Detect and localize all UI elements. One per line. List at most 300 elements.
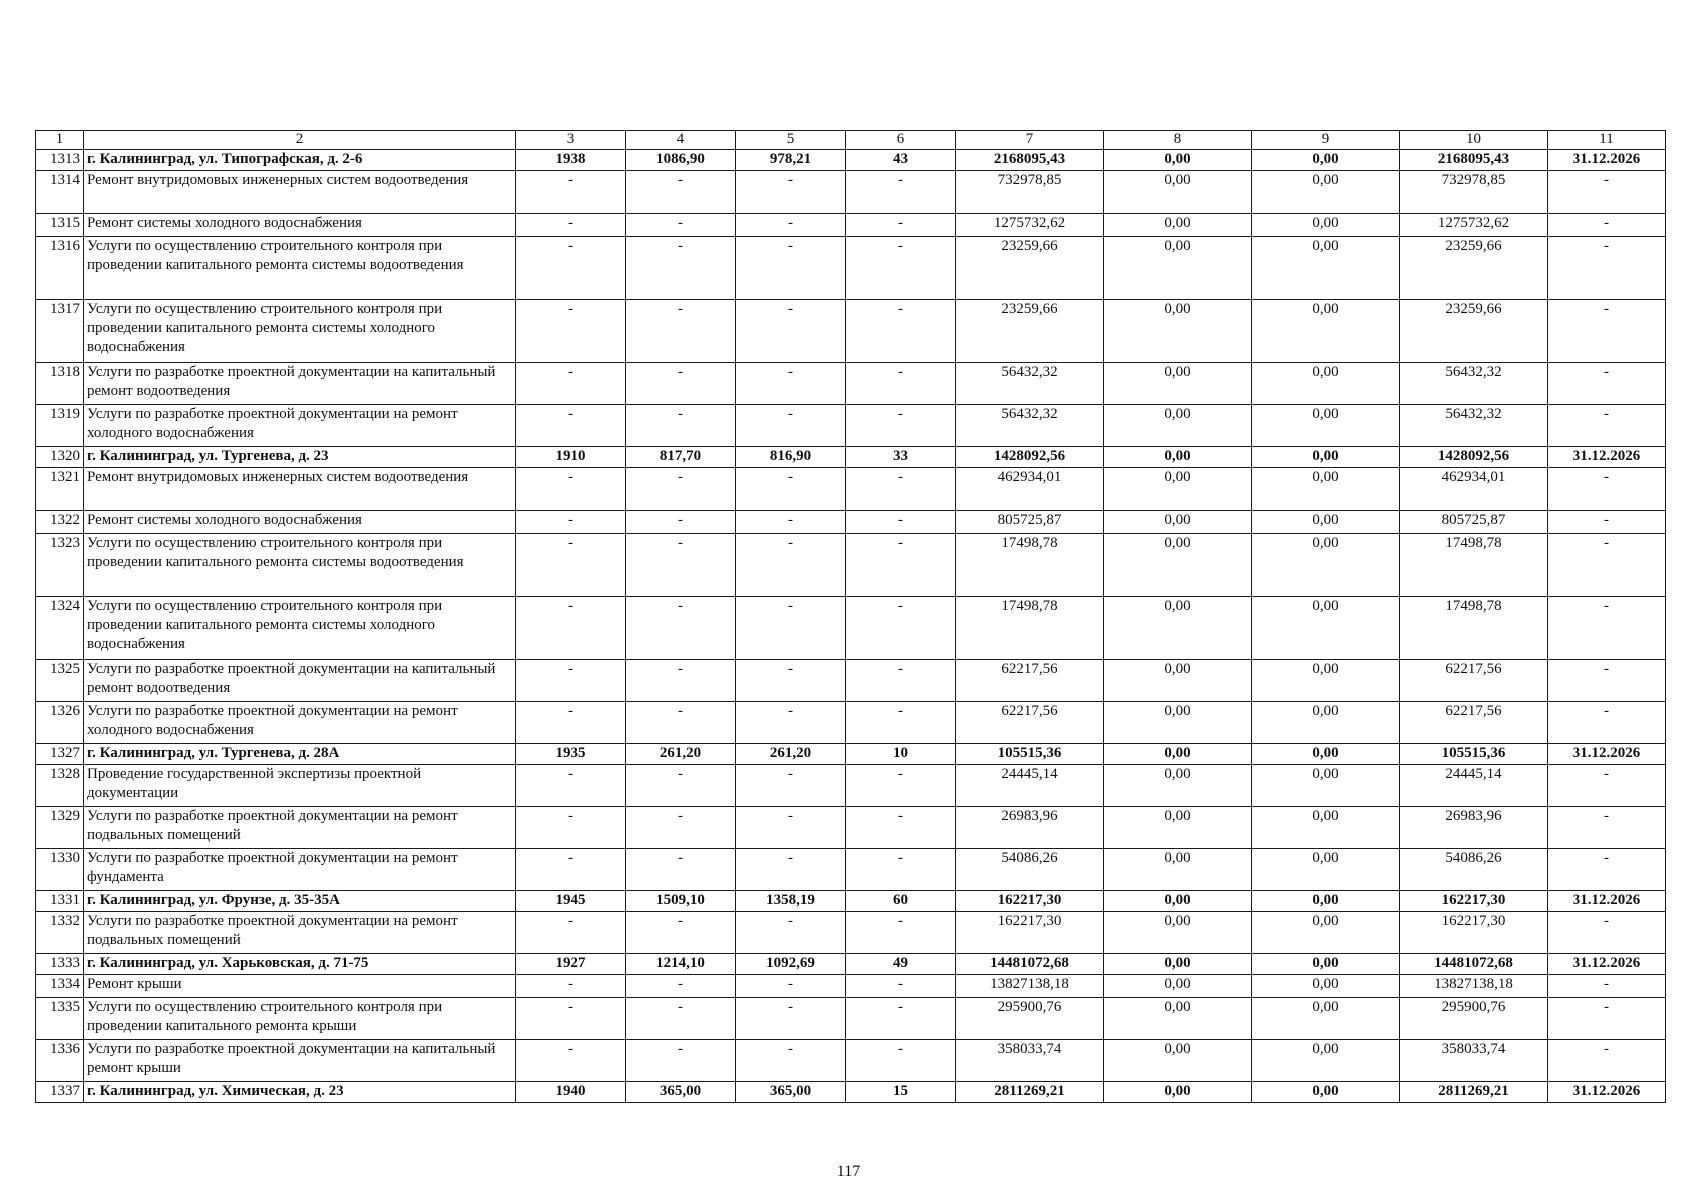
- cell-cost-budget: 0,00: [1252, 660, 1400, 702]
- row-number: 1335: [36, 998, 84, 1040]
- cell-residents: -: [846, 597, 956, 660]
- row-name: Услуги по разработке проектной документации на ремонт фундамента: [84, 849, 516, 891]
- address-row: [36, 744, 1666, 765]
- work-row: [36, 998, 1666, 1040]
- row-name: Услуги по разработке проектной документации на ремонт подвальных помещений: [84, 912, 516, 954]
- cell-cost-fund: 0,00: [1104, 998, 1252, 1040]
- cell-cost-total: 162217,30: [956, 912, 1104, 954]
- cell-area-total: -: [626, 702, 736, 744]
- cell-cost-budget: 0,00: [1252, 171, 1400, 214]
- row-number: 1316: [36, 237, 84, 300]
- row-name: Услуги по осуществлению строительного контроля при проведении капитального ремонта системы холодного водоснабжения: [84, 597, 516, 660]
- cell-cost-budget: 0,00: [1252, 447, 1400, 468]
- cell-residents: 10: [846, 744, 956, 765]
- cell-area-living: 365,00: [736, 1082, 846, 1103]
- cell-cost-owners: 162217,30: [1400, 912, 1548, 954]
- cell-cost-total: 14481072,68: [956, 954, 1104, 975]
- cell-year: -: [516, 468, 626, 511]
- row-name: Услуги по разработке проектной документации на ремонт холодного водоснабжения: [84, 405, 516, 447]
- cell-area-total: -: [626, 363, 736, 405]
- cell-residents: -: [846, 849, 956, 891]
- cell-cost-fund: 0,00: [1104, 405, 1252, 447]
- cell-area-living: -: [736, 405, 846, 447]
- row-number: 1329: [36, 807, 84, 849]
- cell-area-living: -: [736, 975, 846, 998]
- row-number: 1314: [36, 171, 84, 214]
- cell-cost-total: 56432,32: [956, 363, 1104, 405]
- cell-year: -: [516, 998, 626, 1040]
- column-header: 10: [1400, 131, 1548, 150]
- cell-cost-total: 24445,14: [956, 765, 1104, 807]
- cell-cost-owners: 462934,01: [1400, 468, 1548, 511]
- cell-area-living: -: [736, 363, 846, 405]
- cell-cost-budget: 0,00: [1252, 998, 1400, 1040]
- row-name: г. Калининград, ул. Фрунзе, д. 35-35А: [84, 891, 516, 912]
- cell-area-total: 817,70: [626, 447, 736, 468]
- row-number: 1325: [36, 660, 84, 702]
- cell-cost-budget: 0,00: [1252, 363, 1400, 405]
- row-number: 1327: [36, 744, 84, 765]
- cell-deadline: 31.12.2026: [1548, 150, 1666, 171]
- row-number: 1315: [36, 214, 84, 237]
- cell-year: -: [516, 300, 626, 363]
- cell-cost-budget: 0,00: [1252, 214, 1400, 237]
- row-number: 1331: [36, 891, 84, 912]
- column-header: 9: [1252, 131, 1400, 150]
- address-row: [36, 891, 1666, 912]
- row-name: Услуги по разработке проектной документации на капитальный ремонт водоотведения: [84, 660, 516, 702]
- cell-area-living: -: [736, 468, 846, 511]
- cell-deadline: -: [1548, 807, 1666, 849]
- cell-cost-owners: 17498,78: [1400, 534, 1548, 597]
- cell-area-total: -: [626, 807, 736, 849]
- cell-cost-fund: 0,00: [1104, 912, 1252, 954]
- cell-cost-fund: 0,00: [1104, 511, 1252, 534]
- cell-area-total: 261,20: [626, 744, 736, 765]
- cell-cost-fund: 0,00: [1104, 975, 1252, 998]
- row-name: г. Калининград, ул. Тургенева, д. 28А: [84, 744, 516, 765]
- cell-area-living: -: [736, 300, 846, 363]
- cell-deadline: 31.12.2026: [1548, 744, 1666, 765]
- cell-cost-fund: 0,00: [1104, 150, 1252, 171]
- row-number: 1324: [36, 597, 84, 660]
- address-row: [36, 447, 1666, 468]
- cell-cost-fund: 0,00: [1104, 1040, 1252, 1082]
- cell-cost-fund: 0,00: [1104, 300, 1252, 363]
- cell-cost-budget: 0,00: [1252, 891, 1400, 912]
- work-row: [36, 597, 1666, 660]
- cell-year: 1910: [516, 447, 626, 468]
- cell-deadline: -: [1548, 1040, 1666, 1082]
- work-row: [36, 912, 1666, 954]
- row-name: Услуги по осуществлению строительного контроля при проведении капитального ремонта системы водоотведения: [84, 534, 516, 597]
- cell-deadline: -: [1548, 171, 1666, 214]
- cell-deadline: -: [1548, 468, 1666, 511]
- cell-cost-total: 1428092,56: [956, 447, 1104, 468]
- cell-deadline: -: [1548, 511, 1666, 534]
- work-row: [36, 511, 1666, 534]
- work-row: [36, 300, 1666, 363]
- cell-area-total: 1214,10: [626, 954, 736, 975]
- cell-area-living: -: [736, 849, 846, 891]
- capital-repair-table: [35, 130, 1666, 1103]
- cell-residents: -: [846, 237, 956, 300]
- cell-area-total: 1086,90: [626, 150, 736, 171]
- cell-cost-total: 2168095,43: [956, 150, 1104, 171]
- cell-residents: 33: [846, 447, 956, 468]
- cell-deadline: -: [1548, 363, 1666, 405]
- cell-cost-total: 26983,96: [956, 807, 1104, 849]
- cell-year: -: [516, 405, 626, 447]
- cell-cost-total: 462934,01: [956, 468, 1104, 511]
- cell-year: -: [516, 1040, 626, 1082]
- cell-year: -: [516, 597, 626, 660]
- cell-area-total: -: [626, 511, 736, 534]
- row-name: Услуги по разработке проектной документации на капитальный ремонт крыши: [84, 1040, 516, 1082]
- cell-deadline: -: [1548, 660, 1666, 702]
- cell-cost-owners: 805725,87: [1400, 511, 1548, 534]
- cell-cost-total: 62217,56: [956, 702, 1104, 744]
- cell-residents: -: [846, 998, 956, 1040]
- cell-deadline: -: [1548, 702, 1666, 744]
- cell-area-living: -: [736, 765, 846, 807]
- cell-cost-budget: 0,00: [1252, 954, 1400, 975]
- cell-cost-budget: 0,00: [1252, 702, 1400, 744]
- cell-residents: -: [846, 660, 956, 702]
- work-row: [36, 214, 1666, 237]
- cell-year: -: [516, 171, 626, 214]
- cell-deadline: -: [1548, 534, 1666, 597]
- cell-cost-fund: 0,00: [1104, 468, 1252, 511]
- cell-deadline: -: [1548, 912, 1666, 954]
- cell-cost-owners: 62217,56: [1400, 660, 1548, 702]
- cell-area-total: -: [626, 849, 736, 891]
- cell-area-total: -: [626, 214, 736, 237]
- cell-cost-owners: 295900,76: [1400, 998, 1548, 1040]
- cell-cost-total: 295900,76: [956, 998, 1104, 1040]
- cell-cost-total: 17498,78: [956, 534, 1104, 597]
- column-header: 6: [846, 131, 956, 150]
- cell-cost-total: 56432,32: [956, 405, 1104, 447]
- row-number: 1330: [36, 849, 84, 891]
- cell-deadline: 31.12.2026: [1548, 954, 1666, 975]
- cell-cost-total: 358033,74: [956, 1040, 1104, 1082]
- cell-cost-owners: 162217,30: [1400, 891, 1548, 912]
- cell-area-total: -: [626, 912, 736, 954]
- work-row: [36, 1040, 1666, 1082]
- cell-year: -: [516, 975, 626, 998]
- cell-cost-budget: 0,00: [1252, 849, 1400, 891]
- row-number: 1332: [36, 912, 84, 954]
- cell-cost-budget: 0,00: [1252, 150, 1400, 171]
- row-name: г. Калининград, ул. Химическая, д. 23: [84, 1082, 516, 1103]
- cell-year: -: [516, 765, 626, 807]
- row-number: 1318: [36, 363, 84, 405]
- cell-cost-budget: 0,00: [1252, 975, 1400, 998]
- cell-residents: -: [846, 511, 956, 534]
- cell-residents: -: [846, 765, 956, 807]
- cell-area-living: 978,21: [736, 150, 846, 171]
- cell-cost-fund: 0,00: [1104, 214, 1252, 237]
- row-name: Услуги по осуществлению строительного контроля при проведении капитального ремонта крыши: [84, 998, 516, 1040]
- cell-year: -: [516, 849, 626, 891]
- cell-deadline: -: [1548, 300, 1666, 363]
- column-header: 11: [1548, 131, 1666, 150]
- cell-cost-fund: 0,00: [1104, 744, 1252, 765]
- cell-area-total: -: [626, 171, 736, 214]
- cell-area-total: -: [626, 998, 736, 1040]
- work-row: [36, 468, 1666, 511]
- page-number: 117: [836, 1163, 861, 1180]
- cell-cost-fund: 0,00: [1104, 447, 1252, 468]
- cell-area-living: -: [736, 1040, 846, 1082]
- cell-cost-total: 23259,66: [956, 300, 1104, 363]
- cell-cost-total: 2811269,21: [956, 1082, 1104, 1103]
- cell-area-living: -: [736, 807, 846, 849]
- cell-residents: -: [846, 214, 956, 237]
- cell-area-living: -: [736, 597, 846, 660]
- cell-cost-budget: 0,00: [1252, 237, 1400, 300]
- work-row: [36, 405, 1666, 447]
- cell-cost-owners: 56432,32: [1400, 363, 1548, 405]
- cell-cost-owners: 23259,66: [1400, 300, 1548, 363]
- row-name: Ремонт внутридомовых инженерных систем водоотведения: [84, 468, 516, 511]
- cell-cost-owners: 62217,56: [1400, 702, 1548, 744]
- cell-area-living: -: [736, 237, 846, 300]
- work-row: [36, 807, 1666, 849]
- work-row: [36, 975, 1666, 998]
- cell-residents: -: [846, 300, 956, 363]
- cell-cost-owners: 1275732,62: [1400, 214, 1548, 237]
- cell-cost-fund: 0,00: [1104, 891, 1252, 912]
- column-number-header-row: [36, 131, 1666, 150]
- cell-cost-budget: 0,00: [1252, 405, 1400, 447]
- cell-cost-owners: 105515,36: [1400, 744, 1548, 765]
- row-number: 1334: [36, 975, 84, 998]
- row-name: Услуги по осуществлению строительного контроля при проведении капитального ремонта системы водоотведения: [84, 237, 516, 300]
- row-name: Услуги по осуществлению строительного контроля при проведении капитального ремонта системы холодного водоснабжения: [84, 300, 516, 363]
- cell-cost-total: 62217,56: [956, 660, 1104, 702]
- cell-year: -: [516, 534, 626, 597]
- cell-cost-fund: 0,00: [1104, 807, 1252, 849]
- cell-year: 1938: [516, 150, 626, 171]
- cell-cost-owners: 2811269,21: [1400, 1082, 1548, 1103]
- cell-residents: 49: [846, 954, 956, 975]
- cell-residents: -: [846, 702, 956, 744]
- cell-deadline: 31.12.2026: [1548, 891, 1666, 912]
- cell-cost-fund: 0,00: [1104, 660, 1252, 702]
- column-header: 2: [84, 131, 516, 150]
- cell-area-total: -: [626, 597, 736, 660]
- row-number: 1317: [36, 300, 84, 363]
- cell-area-total: -: [626, 405, 736, 447]
- cell-deadline: -: [1548, 597, 1666, 660]
- cell-cost-owners: 26983,96: [1400, 807, 1548, 849]
- cell-cost-total: 805725,87: [956, 511, 1104, 534]
- cell-area-living: 1092,69: [736, 954, 846, 975]
- cell-cost-fund: 0,00: [1104, 849, 1252, 891]
- cell-cost-budget: 0,00: [1252, 300, 1400, 363]
- cell-year: -: [516, 237, 626, 300]
- work-row: [36, 702, 1666, 744]
- work-row: [36, 849, 1666, 891]
- address-row: [36, 954, 1666, 975]
- column-header: 4: [626, 131, 736, 150]
- cell-residents: -: [846, 171, 956, 214]
- cell-area-total: -: [626, 300, 736, 363]
- row-number: 1328: [36, 765, 84, 807]
- cell-area-total: 1509,10: [626, 891, 736, 912]
- work-row: [36, 765, 1666, 807]
- cell-residents: -: [846, 1040, 956, 1082]
- cell-cost-budget: 0,00: [1252, 912, 1400, 954]
- row-number: 1323: [36, 534, 84, 597]
- cell-cost-total: 162217,30: [956, 891, 1104, 912]
- row-name: Ремонт крыши: [84, 975, 516, 998]
- cell-residents: 60: [846, 891, 956, 912]
- row-name: г. Калининград, ул. Харьковская, д. 71-75: [84, 954, 516, 975]
- row-number: 1320: [36, 447, 84, 468]
- cell-cost-owners: 2168095,43: [1400, 150, 1548, 171]
- cell-residents: -: [846, 912, 956, 954]
- cell-area-living: 261,20: [736, 744, 846, 765]
- row-number: 1313: [36, 150, 84, 171]
- cell-year: -: [516, 511, 626, 534]
- table-body: [36, 150, 1666, 1103]
- cell-cost-fund: 0,00: [1104, 363, 1252, 405]
- cell-year: 1945: [516, 891, 626, 912]
- row-name: Проведение государственной экспертизы проектной документации: [84, 765, 516, 807]
- cell-deadline: -: [1548, 998, 1666, 1040]
- column-header: 7: [956, 131, 1104, 150]
- row-name: Услуги по разработке проектной документации на капитальный ремонт водоотведения: [84, 363, 516, 405]
- cell-cost-owners: 17498,78: [1400, 597, 1548, 660]
- row-number: 1336: [36, 1040, 84, 1082]
- cell-area-total: 365,00: [626, 1082, 736, 1103]
- cell-cost-owners: 358033,74: [1400, 1040, 1548, 1082]
- cell-area-living: -: [736, 912, 846, 954]
- work-row: [36, 171, 1666, 214]
- column-header: 1: [36, 131, 84, 150]
- cell-cost-budget: 0,00: [1252, 744, 1400, 765]
- row-number: 1319: [36, 405, 84, 447]
- row-name: Услуги по разработке проектной документации на ремонт подвальных помещений: [84, 807, 516, 849]
- cell-area-total: -: [626, 534, 736, 597]
- cell-cost-total: 1275732,62: [956, 214, 1104, 237]
- row-name: Услуги по разработке проектной документации на ремонт холодного водоснабжения: [84, 702, 516, 744]
- cell-area-living: -: [736, 660, 846, 702]
- cell-area-living: -: [736, 511, 846, 534]
- cell-cost-budget: 0,00: [1252, 765, 1400, 807]
- cell-deadline: -: [1548, 849, 1666, 891]
- work-row: [36, 660, 1666, 702]
- cell-cost-budget: 0,00: [1252, 597, 1400, 660]
- cell-deadline: -: [1548, 975, 1666, 998]
- cell-residents: -: [846, 975, 956, 998]
- cell-cost-total: 105515,36: [956, 744, 1104, 765]
- cell-year: -: [516, 912, 626, 954]
- cell-cost-fund: 0,00: [1104, 597, 1252, 660]
- cell-residents: -: [846, 405, 956, 447]
- cell-cost-owners: 24445,14: [1400, 765, 1548, 807]
- work-row: [36, 534, 1666, 597]
- cell-cost-fund: 0,00: [1104, 171, 1252, 214]
- cell-cost-total: 17498,78: [956, 597, 1104, 660]
- work-row: [36, 237, 1666, 300]
- cell-cost-total: 54086,26: [956, 849, 1104, 891]
- cell-deadline: -: [1548, 405, 1666, 447]
- cell-cost-owners: 1428092,56: [1400, 447, 1548, 468]
- cell-cost-budget: 0,00: [1252, 807, 1400, 849]
- address-row: [36, 1082, 1666, 1103]
- row-number: 1337: [36, 1082, 84, 1103]
- column-header: 8: [1104, 131, 1252, 150]
- cell-area-living: -: [736, 998, 846, 1040]
- work-row: [36, 363, 1666, 405]
- address-row: [36, 150, 1666, 171]
- cell-cost-owners: 54086,26: [1400, 849, 1548, 891]
- cell-cost-fund: 0,00: [1104, 1082, 1252, 1103]
- cell-year: 1940: [516, 1082, 626, 1103]
- cell-area-living: -: [736, 171, 846, 214]
- cell-residents: -: [846, 363, 956, 405]
- cell-residents: 43: [846, 150, 956, 171]
- cell-area-total: -: [626, 468, 736, 511]
- cell-cost-total: 732978,85: [956, 171, 1104, 214]
- cell-cost-owners: 23259,66: [1400, 237, 1548, 300]
- cell-cost-budget: 0,00: [1252, 511, 1400, 534]
- cell-area-living: -: [736, 534, 846, 597]
- row-name: г. Калининград, ул. Тургенева, д. 23: [84, 447, 516, 468]
- cell-residents: -: [846, 468, 956, 511]
- cell-deadline: -: [1548, 214, 1666, 237]
- cell-residents: 15: [846, 1082, 956, 1103]
- cell-year: -: [516, 363, 626, 405]
- cell-cost-fund: 0,00: [1104, 954, 1252, 975]
- cell-cost-owners: 732978,85: [1400, 171, 1548, 214]
- column-header: 5: [736, 131, 846, 150]
- cell-cost-owners: 56432,32: [1400, 405, 1548, 447]
- cell-residents: -: [846, 807, 956, 849]
- row-name: Ремонт системы холодного водоснабжения: [84, 511, 516, 534]
- row-number: 1322: [36, 511, 84, 534]
- column-header: 3: [516, 131, 626, 150]
- cell-year: 1927: [516, 954, 626, 975]
- cell-area-total: -: [626, 660, 736, 702]
- cell-area-total: -: [626, 237, 736, 300]
- cell-deadline: -: [1548, 237, 1666, 300]
- cell-year: -: [516, 214, 626, 237]
- cell-residents: -: [846, 534, 956, 597]
- cell-cost-owners: 14481072,68: [1400, 954, 1548, 975]
- cell-deadline: -: [1548, 765, 1666, 807]
- row-number: 1321: [36, 468, 84, 511]
- cell-area-living: 1358,19: [736, 891, 846, 912]
- cell-deadline: 31.12.2026: [1548, 447, 1666, 468]
- cell-cost-budget: 0,00: [1252, 534, 1400, 597]
- cell-year: -: [516, 702, 626, 744]
- cell-cost-fund: 0,00: [1104, 765, 1252, 807]
- row-name: г. Калининград, ул. Типографская, д. 2-6: [84, 150, 516, 171]
- cell-area-total: -: [626, 765, 736, 807]
- cell-area-total: -: [626, 1040, 736, 1082]
- cell-cost-fund: 0,00: [1104, 702, 1252, 744]
- cell-year: -: [516, 660, 626, 702]
- row-number: 1326: [36, 702, 84, 744]
- cell-cost-budget: 0,00: [1252, 1082, 1400, 1103]
- cell-cost-owners: 13827138,18: [1400, 975, 1548, 998]
- cell-year: -: [516, 807, 626, 849]
